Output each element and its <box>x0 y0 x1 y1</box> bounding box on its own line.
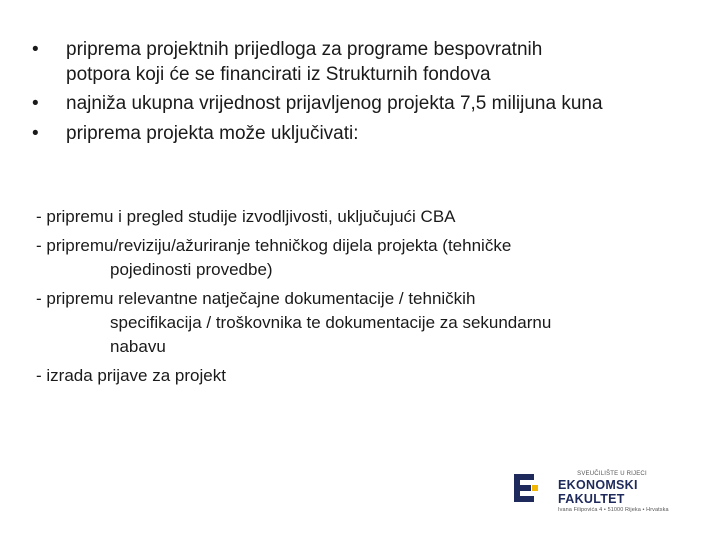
bullet-dot: • <box>32 122 39 144</box>
bullet-dot: • <box>32 93 39 114</box>
bullet-item <box>32 38 712 87</box>
faculty-logo <box>512 470 702 513</box>
sub-item <box>36 287 696 359</box>
logo-address-text: Ivana Filipovića 4 • 51000 Rijeka • Hrvatska <box>558 507 669 513</box>
sub-item-continuation: nabavu <box>110 337 166 356</box>
bullet-text-line: priprema projekta može uključivati: <box>66 122 359 144</box>
bullet-item <box>32 92 712 117</box>
sub-item-text: - pripremu i pregled studije izvodljivosti, uključujući CBA <box>36 207 456 226</box>
bullet-text-line: najniža ukupna vrijednost prijavljenog projekta 7,5 milijuna kuna <box>66 93 603 114</box>
sub-item <box>36 364 696 388</box>
bullet-item <box>32 122 712 147</box>
bullet-text-line: priprema projektnih prijedloga za programe bespovratnih <box>66 39 543 60</box>
bullet-dot: • <box>32 39 39 60</box>
bullet-text-line: potpora koji će se financirati iz Strukturnih fondova <box>66 63 491 85</box>
logo-university-text: SVEUČILIŠTE U RIJECI <box>577 471 647 477</box>
sub-item-continuation: pojedinosti provedbe) <box>110 260 273 279</box>
sub-item <box>36 234 696 282</box>
sub-item-list <box>36 205 696 393</box>
sub-item-text: - izrada prijave za projekt <box>36 366 226 385</box>
bullet-list <box>32 38 712 151</box>
logo-faculty-text: EKONOMSKI FAKULTET <box>558 478 638 506</box>
faculty-logo-mark-icon <box>512 472 542 504</box>
sub-item-continuation: specifikacija / troškovnika te dokumentacije za sekundarnu <box>110 313 552 332</box>
sub-item <box>36 205 696 229</box>
sub-item-text: - pripremu/reviziju/ažuriranje tehničkog dijela projekta (tehničke <box>36 236 512 255</box>
sub-item-text: - pripremu relevantne natječajne dokumentacije / tehničkih <box>36 289 476 308</box>
